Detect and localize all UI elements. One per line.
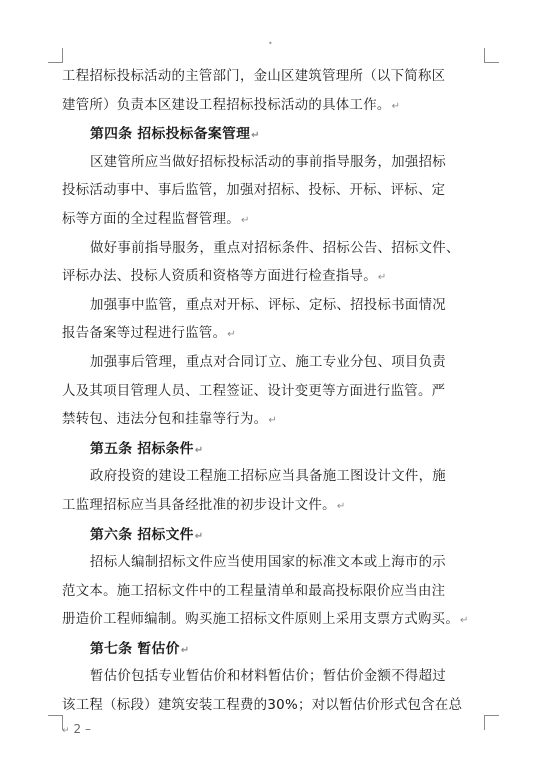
paragraph-mark: ↵ [391,100,401,112]
line-text: 工监理招标应当具备经批准的初步设计文件。 [62,497,336,513]
margin-corner-bottom-left [48,715,63,730]
text-line [62,92,485,121]
text-line [62,549,485,578]
line-text: 评标办法、投标人资质和资格等方面进行检查指导。 [62,269,377,285]
page-number: 2 – [73,722,91,736]
line-text: 第五条 招标条件 [90,440,194,457]
paragraph-mark: ↵ [180,644,190,656]
article-heading [62,521,485,550]
text-line [62,149,485,178]
margin-corner-top-left [48,48,63,63]
paragraph-mark: ↵ [240,214,250,226]
header-anchor-mark: • [268,39,273,48]
line-text: 禁转包、违法分包和挂靠等行为。 [62,412,268,428]
paragraph-mark: ↵ [268,415,278,427]
text-line [62,492,485,521]
line-text: 该工程（标段）建筑安装工程费的30%；对以暂估价形式包含在总 [62,698,463,714]
line-text: 人及其项目管理人员、工程签证、设计变更等方面进行监管。严 [62,383,446,399]
text-line [62,320,485,349]
line-text: 第六条 招标文件 [90,526,194,543]
paragraph-mark: ↵ [227,329,236,341]
paragraph-mark: ↵ [377,272,387,284]
paragraph-mark: ↵ [336,500,346,512]
line-text: 投标活动事中、事后监管，加强对招标、投标、开标、评标、定 [62,183,446,199]
text-line [62,606,485,635]
line-text: 册造价工程师编制。购买施工招标文件原则上采用支票方式购买。 [62,612,460,628]
line-text: 工程招标投标活动的主管部门，金山区建筑管理所（以下简称区 [62,69,446,84]
document-body[interactable] [62,63,485,721]
paragraph-mark: ↵ [460,615,469,627]
text-line [62,292,485,321]
line-text: 加强事后管理，重点对合同订立、施工专业分包、项目负责 [90,354,446,370]
text-line [62,406,485,435]
text-line [62,578,485,607]
margin-corner-bottom-right [484,715,499,730]
line-text: 政府投资的建设工程施工招标应当具备施工图设计文件，施 [90,469,446,485]
text-line [62,263,485,292]
text-line [62,63,485,92]
line-text: 加强事中监管，重点对开标、评标、定标、招投标书面情况 [90,297,446,313]
paragraph-mark: ↵ [194,530,204,542]
text-line [62,235,485,264]
line-text: 第四条 招标投标备案管理 [90,126,251,143]
text-line [62,378,485,407]
text-line [62,177,485,206]
page-footer [62,722,91,736]
article-heading [62,635,485,664]
line-text: 标等方面的全过程监督管理。 [62,211,240,227]
line-text: 第七条 暂估价 [90,640,180,657]
line-text: 做好事前指导服务，重点对招标条件、招标公告、招标文件、 [90,240,460,256]
line-text: 建管所）负责本区建设工程招标投标活动的具体工作。 [62,97,391,113]
line-text: 报告备案等过程进行监管。 [62,326,227,342]
article-heading [62,435,485,464]
article-heading [62,120,485,149]
line-text: 暂估价包括专业暂估价和材料暂估价；暂估价金额不得超过 [90,669,446,685]
text-line [62,663,485,692]
line-text: 招标人编制招标文件应当使用国家的标准文本或上海市的示 [90,555,446,571]
text-line [62,206,485,235]
text-line [62,349,485,378]
text-line [62,463,485,492]
line-text: 范文本。施工招标文件中的工程量清单和最高投标限价应当由注 [62,583,446,599]
line-text: 区建管所应当做好招标投标活动的事前指导服务，加强招标 [90,154,446,170]
paragraph-mark: ↵ [251,130,260,142]
paragraph-mark: ↵ [194,444,204,456]
footer-paragraph-mark: ↵ [62,726,70,736]
margin-corner-top-right [484,48,499,63]
text-line [62,692,485,721]
